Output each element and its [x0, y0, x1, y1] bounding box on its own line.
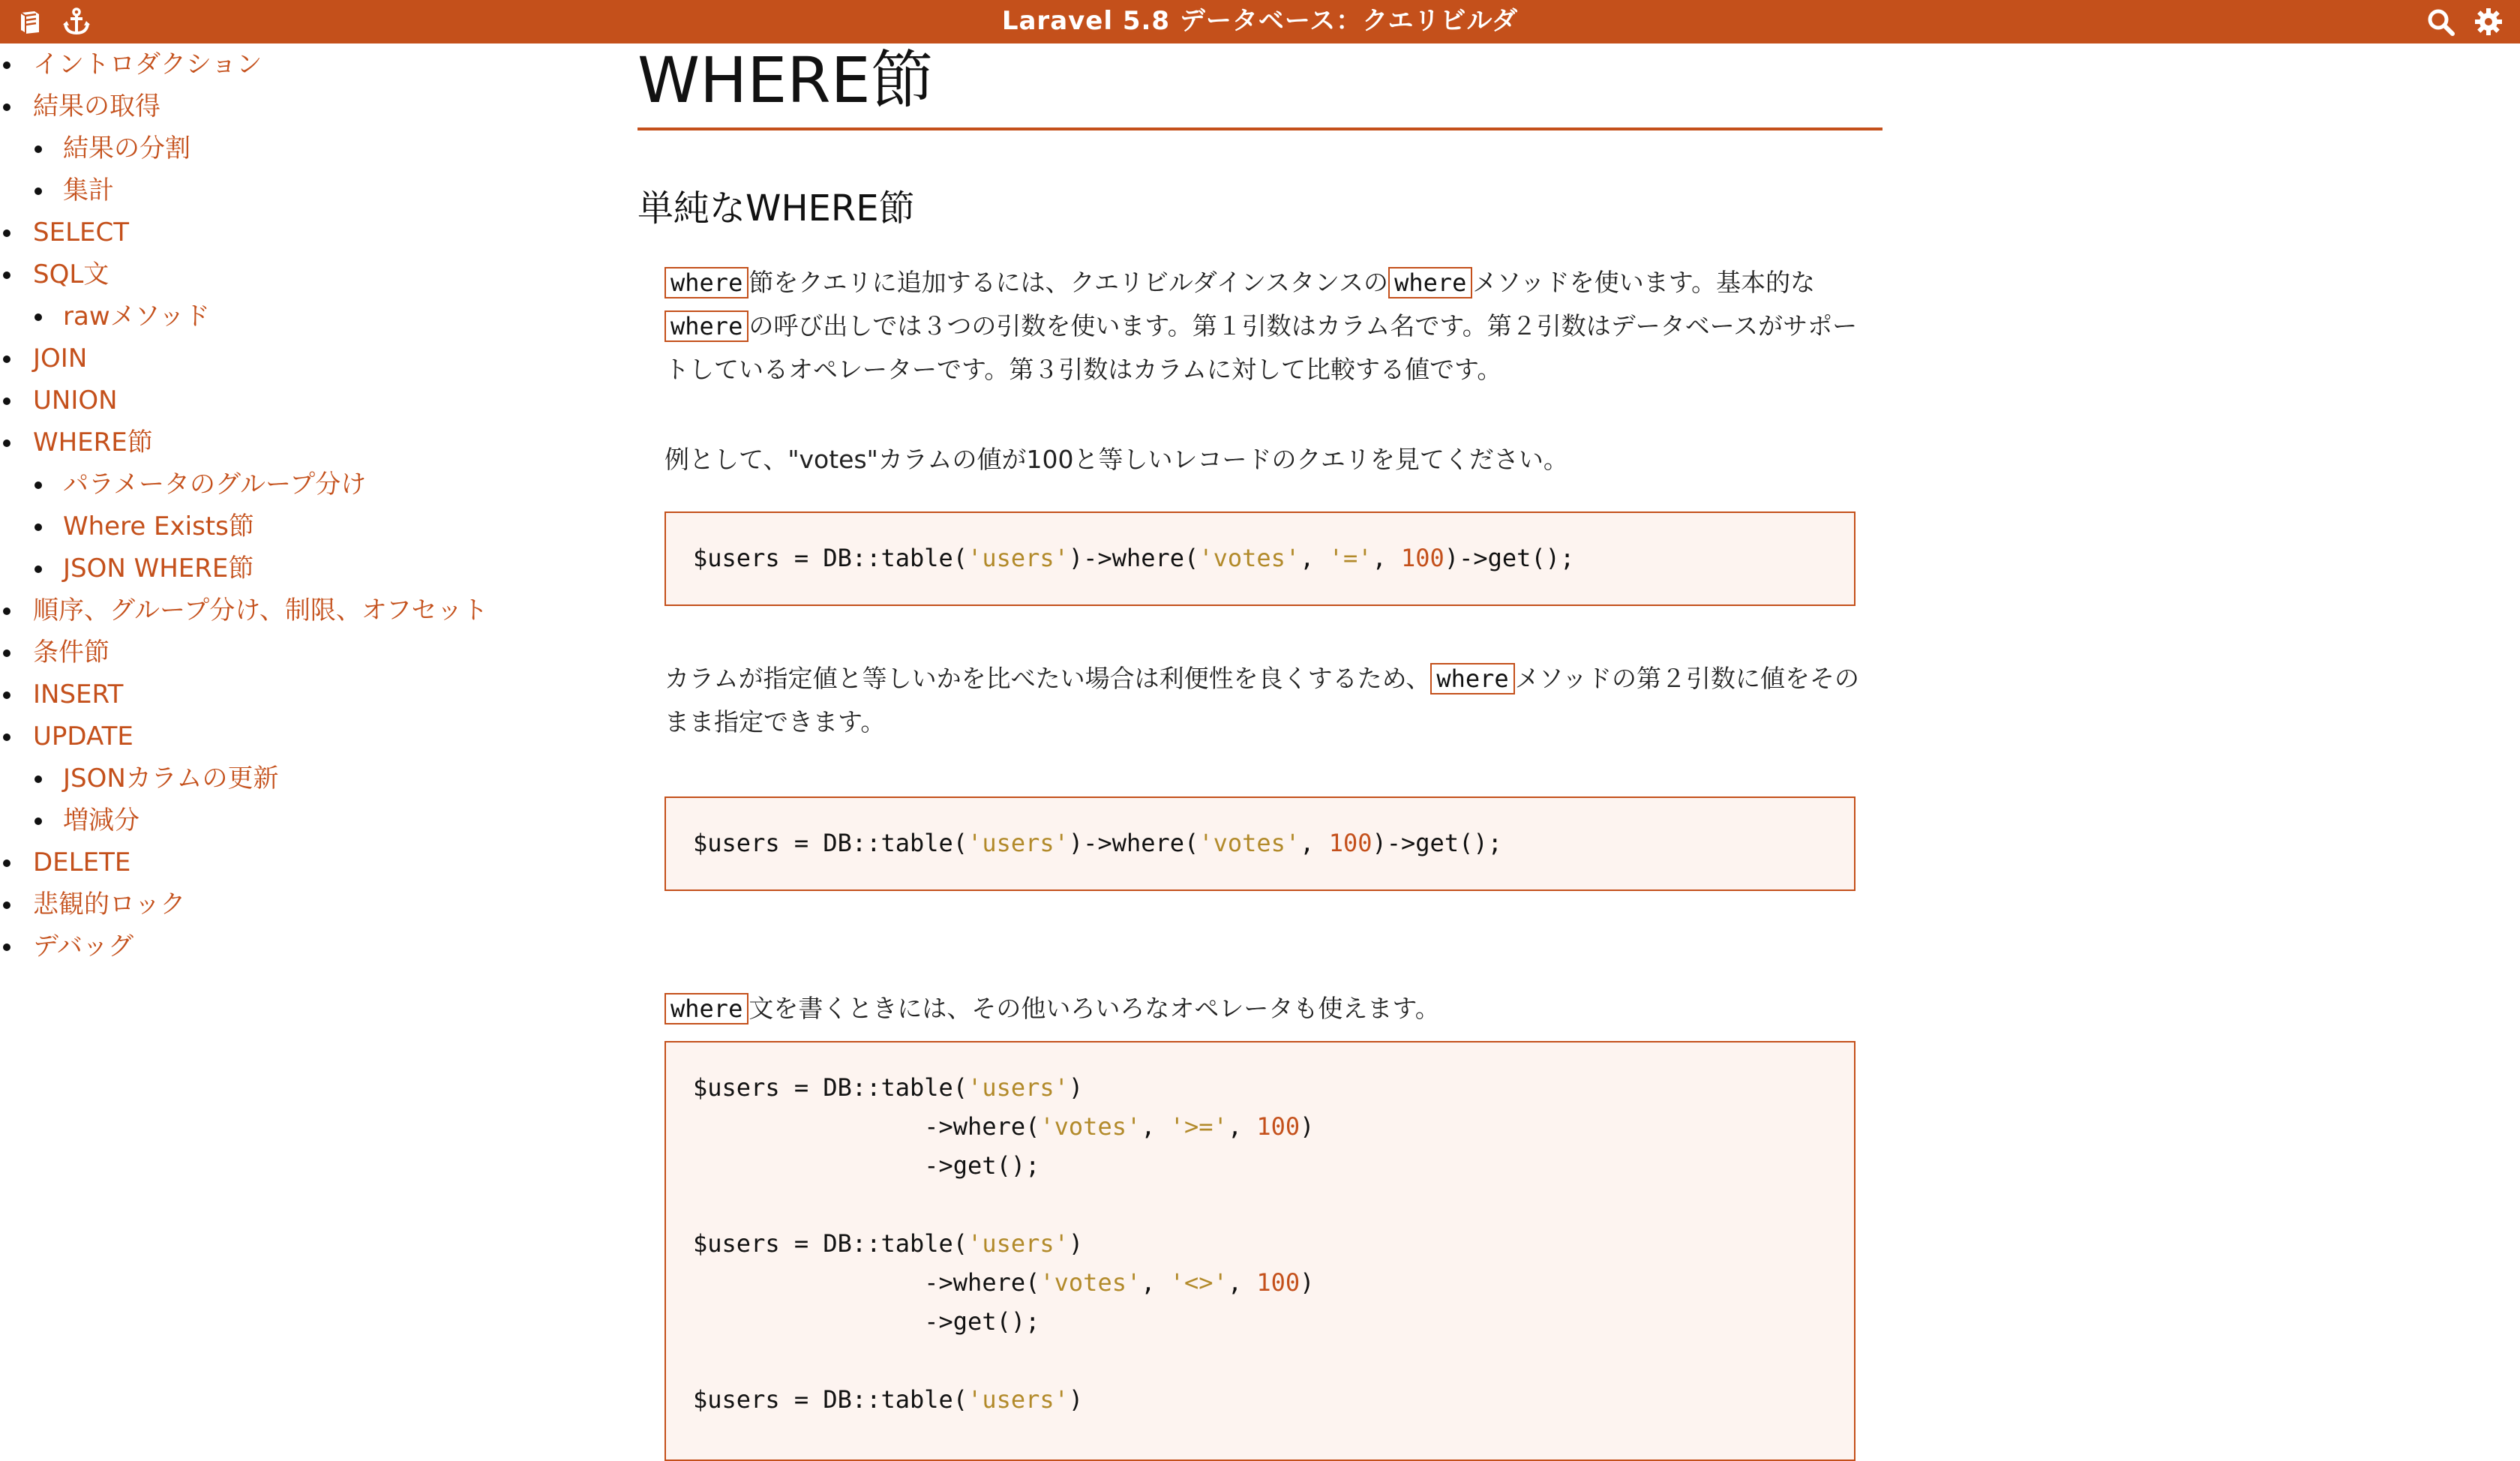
code-number: 100 — [1256, 1268, 1300, 1297]
code-string: 'users' — [968, 1229, 1069, 1258]
inline-code-where: where — [1430, 663, 1514, 694]
sidebar-toc — [0, 44, 600, 968]
paragraph-operators — [664, 987, 1864, 1030]
toc-item-union[interactable]: UNION — [0, 380, 600, 422]
toc-item-where-clauses[interactable]: WHERE節 — [0, 422, 600, 464]
gear-icon[interactable] — [2474, 7, 2504, 37]
paragraph-text: 文を書くときには、その他いろいろなオペレータも使えます。 — [748, 994, 1440, 1023]
code-string: 'users' — [968, 829, 1069, 857]
inline-code-where: where — [664, 267, 748, 298]
toc-item-delete[interactable]: DELETE — [0, 842, 600, 884]
toc-list — [0, 44, 600, 968]
code-text: ->where( — [693, 1112, 1040, 1141]
code-string: 'votes' — [1198, 829, 1300, 857]
code-string: 'users' — [968, 1073, 1069, 1102]
toc-item-json-column-update[interactable]: JSONカラムの更新 — [0, 758, 600, 800]
code-string: 'votes' — [1040, 1268, 1142, 1297]
code-string: 'votes' — [1040, 1112, 1142, 1141]
toc-item-retrieving-results[interactable]: 結果の取得 — [0, 86, 600, 128]
code-block-where-operators — [664, 1041, 1856, 1461]
paragraph-text: 節をクエリに追加するには、クエリビルダインスタンスの — [748, 268, 1389, 297]
toc-item-raw-expressions[interactable]: SQL文 — [0, 254, 600, 296]
paragraph-text: カラムが指定値と等しいかを比べたい場合は利便性を良くするため、 — [664, 664, 1431, 693]
code-block-where-shorthand — [664, 796, 1856, 891]
code-text: $users = DB::table( — [693, 1229, 968, 1258]
inline-code-where: where — [664, 310, 748, 342]
code-text: ) — [1068, 1385, 1084, 1414]
toc-item-debugging[interactable]: デバッグ — [0, 926, 600, 968]
toc-item-chunking-results[interactable]: 結果の分割 — [0, 128, 600, 170]
code-string: 'votes' — [1198, 544, 1300, 572]
toc-item-where-exists[interactable]: Where Exists節 — [0, 506, 600, 548]
code-text: ) — [1300, 1112, 1315, 1141]
toc-item-join[interactable]: JOIN — [0, 338, 600, 380]
toc-item-introduction[interactable]: イントロダクション — [0, 44, 600, 86]
inline-code-where: where — [1388, 267, 1472, 298]
code-text: )->where( — [1068, 829, 1199, 857]
toc-item-insert[interactable]: INSERT — [0, 674, 600, 716]
toc-item-increment-decrement[interactable]: 増減分 — [0, 800, 600, 842]
code-number: 100 — [1401, 544, 1444, 572]
code-text: , — [1300, 829, 1329, 857]
code-text: )->where( — [1068, 544, 1199, 572]
code-number: 100 — [1256, 1112, 1300, 1141]
toc-item-update[interactable]: UPDATE — [0, 716, 600, 758]
toc-item-parameter-grouping[interactable]: パラメータのグループ分け — [0, 464, 600, 506]
code-text: ) — [1300, 1268, 1315, 1297]
inline-code-where: where — [664, 993, 748, 1024]
paragraph-text: の呼び出しでは３つの引数を使います。第１引数はカラム名です。第２引数はデータベースがサポートしているオペレーターです。第３引数はカラムに対して比較する値です。 — [664, 311, 1858, 384]
code-text: ->get(); — [693, 1307, 1040, 1336]
top-bar — [0, 0, 2520, 44]
code-text: $users = DB::table( — [693, 1073, 968, 1102]
toc-item-select[interactable]: SELECT — [0, 212, 600, 254]
toc-item-json-where[interactable]: JSON WHERE節 — [0, 548, 600, 590]
page-header-title: Laravel 5.8 データベース：クエリビルダ — [1001, 6, 1519, 36]
code-text: ->where( — [693, 1268, 1040, 1297]
code-text: , — [1141, 1112, 1170, 1141]
toc-item-conditional-clauses[interactable]: 条件節 — [0, 632, 600, 674]
paragraph-text: メソッドの第２引数に値をそのまま指定できます。 — [664, 664, 1860, 736]
section-heading: 単純なWHERE節 — [638, 188, 915, 230]
code-block-where-equals — [664, 512, 1856, 606]
toc-item-ordering-grouping[interactable]: 順序、グループ分け、制限、オフセット — [0, 590, 600, 632]
code-text: )->get(); — [1444, 544, 1575, 572]
code-string: 'users' — [968, 1385, 1069, 1414]
anchor-icon[interactable] — [62, 7, 92, 37]
code-text: $users = DB::table( — [693, 544, 968, 572]
code-string: '<>' — [1169, 1268, 1228, 1297]
code-text: , — [1372, 544, 1402, 572]
code-text: $users = DB::table( — [693, 1385, 968, 1414]
code-text: ) — [1068, 1229, 1084, 1258]
code-text: $users = DB::table( — [693, 829, 968, 857]
search-icon[interactable] — [2426, 7, 2456, 37]
code-text: , — [1227, 1268, 1257, 1297]
code-text: , — [1300, 544, 1329, 572]
code-string: '=' — [1328, 544, 1372, 572]
book-icon[interactable] — [15, 7, 45, 37]
paragraph-where-intro — [664, 261, 1864, 392]
toc-item-aggregates[interactable]: 集計 — [0, 170, 600, 212]
code-string: 'users' — [968, 544, 1069, 572]
toc-item-pessimistic-locking[interactable]: 悲観的ロック — [0, 884, 600, 926]
paragraph-text: メソッドを使います。基本的な — [1472, 268, 1816, 297]
code-text: )->get(); — [1372, 829, 1502, 857]
paragraph-example: 例として、"votes"カラムの値が100と等しいレコードのクエリを見てください。 — [664, 445, 1568, 474]
code-string: '>=' — [1169, 1112, 1228, 1141]
code-text: ->get(); — [693, 1151, 1040, 1180]
paragraph-shorthand — [664, 657, 1864, 744]
toc-item-raw-methods[interactable]: rawメソッド — [0, 296, 600, 338]
code-text: , — [1227, 1112, 1257, 1141]
page-title: WHERE節 — [638, 44, 1882, 130]
code-text: ) — [1068, 1073, 1084, 1102]
code-number: 100 — [1328, 829, 1372, 857]
code-text: , — [1141, 1268, 1170, 1297]
